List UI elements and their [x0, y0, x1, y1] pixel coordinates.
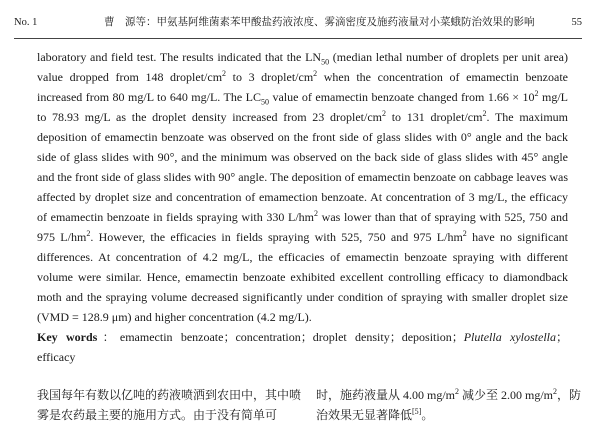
- keywords-species: Plutella xylostella: [463, 330, 556, 344]
- abstract-text: (median lethal number of droplets per unit area) value dropped from 148 droplet/cm: [37, 50, 568, 84]
- abstract-text: to 3 droplet/cm: [226, 70, 314, 84]
- header-rule: [14, 38, 582, 39]
- body-text: 时，施药液量从 4.00 mg/m: [316, 388, 456, 402]
- superscript: 2: [381, 109, 386, 118]
- running-header: [14, 14, 582, 32]
- abstract-text: value of emamectin benzoate changed from 1.66 × 10: [269, 90, 535, 104]
- keywords-tail: ； efficacy: [37, 330, 568, 364]
- page-number: 55: [571, 17, 582, 28]
- superscript: 2: [553, 387, 558, 396]
- subscript: 50: [261, 97, 270, 107]
- subscript: 50: [321, 57, 330, 67]
- body-column-left: [37, 385, 302, 425]
- keywords-separator: ：: [97, 330, 120, 344]
- superscript: 2: [482, 109, 487, 118]
- citation-ref[interactable]: [5]: [412, 407, 422, 416]
- abstract-text: . The maximum deposition of emamectin benzoate was observed on the front side of glass slides with 0° angle and the back side of glass slides with 90°, and the minimum was observed on the back side of glass slides with 45° angle and the front side of glass slides with 90° angle. The deposition of emamectin benzoate on cabbage leaves was affected by droplet size and concentration of emamection benzoate. At concentration of 3 mg/L, the efficacy of emamectin benzoate in fields spraying with 330 L/hm: [37, 110, 568, 224]
- superscript: 2: [455, 387, 460, 396]
- body-paragraph: 我国每年有数以亿吨的药液喷洒到农田中，其中喷雾是农药最主要的施用方式。由于没有简单可: [37, 388, 302, 422]
- keywords-terms: emamectin benzoate；concentration；droplet density；deposition；: [119, 330, 464, 344]
- abstract-text: mg/L to 78.93 mg/L as the droplet density increased from 23 droplet/cm: [37, 90, 568, 124]
- abstract-paragraph: [37, 47, 568, 327]
- body-text: 减少至 2.00 mg/m: [459, 388, 554, 402]
- body-text: ，防治效果无显著降低: [316, 388, 582, 422]
- body-text: 。: [421, 408, 434, 422]
- abstract-text: was lower than that of spraying with 525, 750 and 975 L/hm: [37, 210, 568, 244]
- abstract-text: . However, the efficacies in fields spraying with 525, 750 and 975 L/hm: [90, 230, 463, 244]
- abstract-text: have no significant differences. At concentration of 4.2 mg/L, the efficacies of emamectin benzoate spraying with different volume were similar. Hence, emamectin benzoate exhibited excellent controlling efficacy to diamondback moth and the spraying volume decreased significantly under condition of spraying with smaller droplet size (VMD = 128.9 μm) and higher concentration (4.2 mg/L).: [37, 230, 569, 324]
- body-column-right: [316, 385, 587, 425]
- keywords: [37, 327, 568, 367]
- superscript: 2: [222, 69, 227, 78]
- issue-number: No. 1: [14, 17, 38, 28]
- keywords-label: Key words: [37, 330, 98, 344]
- abstract-text: laboratory and field test. The results indicated that the LN: [37, 50, 322, 64]
- running-title: 曹 源等：甲氨基阿维菌素苯甲酸盐药液浓度、雾滴密度及施药液量对小菜蛾防治效果的影响: [104, 17, 535, 28]
- superscript: 2: [462, 229, 467, 238]
- superscript: 2: [314, 209, 319, 218]
- english-abstract: [37, 47, 568, 367]
- abstract-text: when the concentration of emamectin benzoate increased from 80 mg/L to 640 mg/L. The LC: [37, 70, 568, 104]
- superscript: 2: [313, 69, 318, 78]
- superscript: 2: [534, 89, 539, 98]
- superscript: 2: [86, 229, 91, 238]
- body-paragraph: [316, 385, 587, 425]
- abstract-text: to 131 droplet/cm: [385, 110, 483, 124]
